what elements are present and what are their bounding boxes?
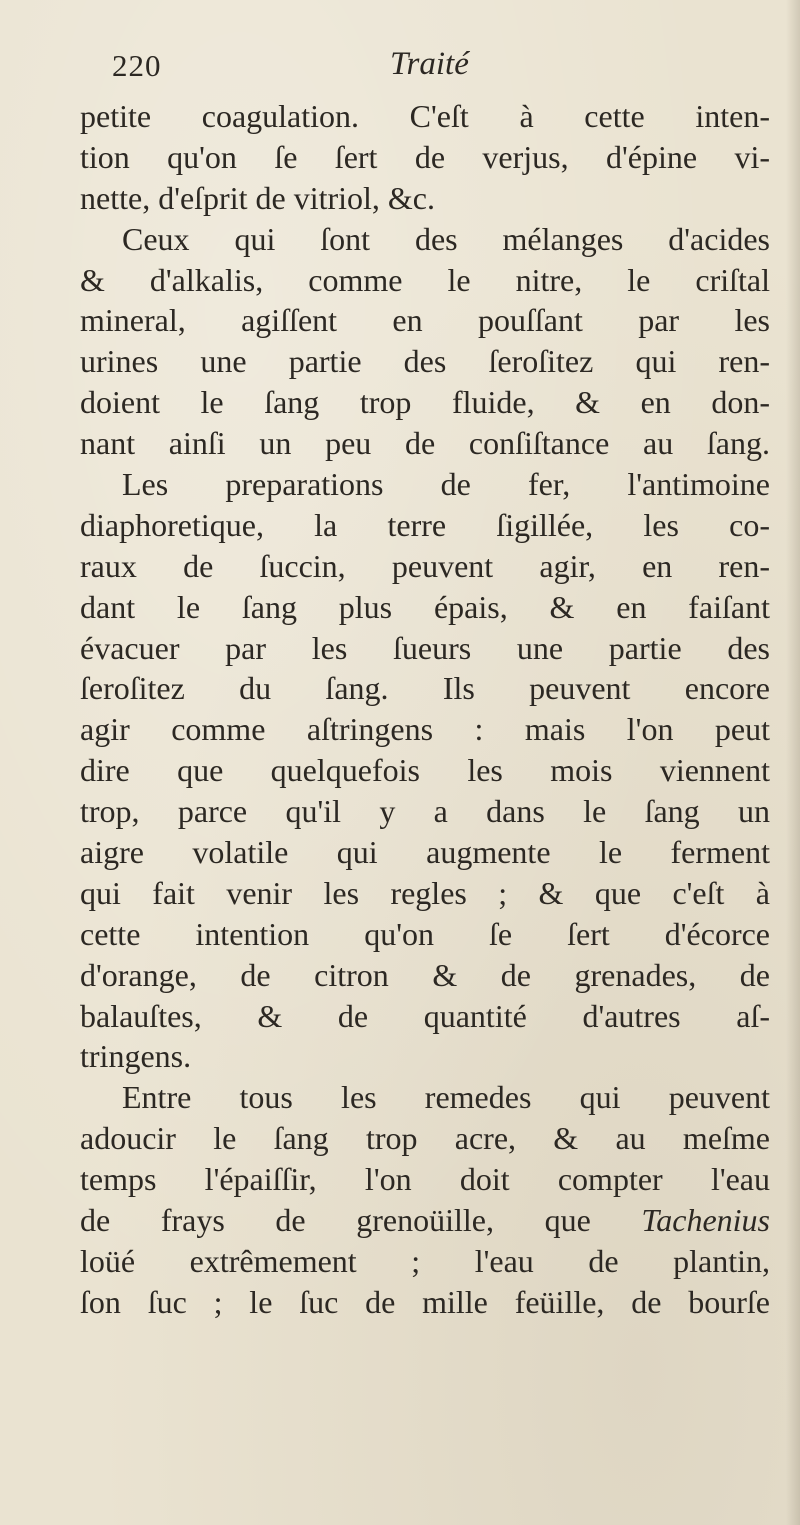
text-line: nette, d'eſprit de vitriol, &c. — [80, 179, 435, 216]
text-line: raux de ſuccin, peuvent agir, en ren- — [80, 547, 770, 584]
text-line: de frays de grenoüille, que Tachenius — [80, 1202, 770, 1239]
text-line: loüé extrêmement ; l'eau de plantin, — [80, 1242, 770, 1279]
text-line: ſeroſitez du ſang. Ils peuvent encore — [80, 670, 770, 707]
text-line: mineral, agiſſent en pouſſant par les — [80, 302, 770, 339]
text-line: cette intention qu'on ſe ſert d'écorce — [80, 915, 770, 952]
text-line: aigre volatile qui augmente le ferment — [80, 834, 770, 871]
text-line: qui fait venir les regles ; & que c'eſt à — [80, 874, 770, 911]
running-title: Traité — [390, 46, 469, 82]
text-line: urines une partie des ſeroſitez qui ren- — [80, 343, 770, 380]
text-line: évacuer par les ſueurs une partie des — [80, 629, 770, 666]
page-number: 220 — [112, 48, 162, 83]
text-line: ſon ſuc ; le ſuc de mille feüille, de bourſe — [80, 1283, 770, 1320]
page-edge-shadow — [786, 0, 800, 1525]
text-line: dire que quelquefois les mois viennent — [80, 752, 770, 789]
text-line: Ceux qui ſont des mélanges d'acides — [122, 220, 770, 257]
text-line: trop, parce qu'il y a dans le ſang un — [80, 793, 770, 830]
text-line: tion qu'on ſe ſert de verjus, d'épine vi- — [80, 138, 770, 175]
text-line: nant ainſi un peu de conſiſtance au ſang. — [80, 425, 770, 462]
text-line: tringens. — [80, 1038, 192, 1075]
body-text — [80, 96, 770, 1323]
page-header — [112, 46, 532, 96]
text-line: temps l'épaiſſir, l'on doit compter l'eau — [80, 1161, 770, 1198]
text-line: petite coagulation. C'eſt à cette inten- — [80, 98, 770, 134]
text-line: doient le ſang trop fluide, & en don- — [80, 384, 770, 421]
text-line: balauſtes, & de quantité d'autres aſ- — [80, 997, 770, 1034]
text-line: agir comme aſtringens : mais l'on peut — [80, 711, 770, 748]
text-line: dant le ſang plus épais, & en faiſant — [80, 588, 770, 625]
text-line: d'orange, de citron & de grenades, de — [80, 956, 770, 993]
text-line: diaphoretique, la terre ſigillée, les co- — [80, 506, 770, 543]
text-line: adoucir le ſang trop acre, & au meſme — [80, 1120, 770, 1157]
text-line: Entre tous les remedes qui peuvent — [122, 1079, 770, 1116]
text-line: Les preparations de fer, l'antimoine — [122, 466, 770, 503]
text-line: & d'alkalis, comme le nitre, le criſtal — [80, 261, 770, 298]
author-name-italic: Tachenius — [641, 1202, 770, 1239]
